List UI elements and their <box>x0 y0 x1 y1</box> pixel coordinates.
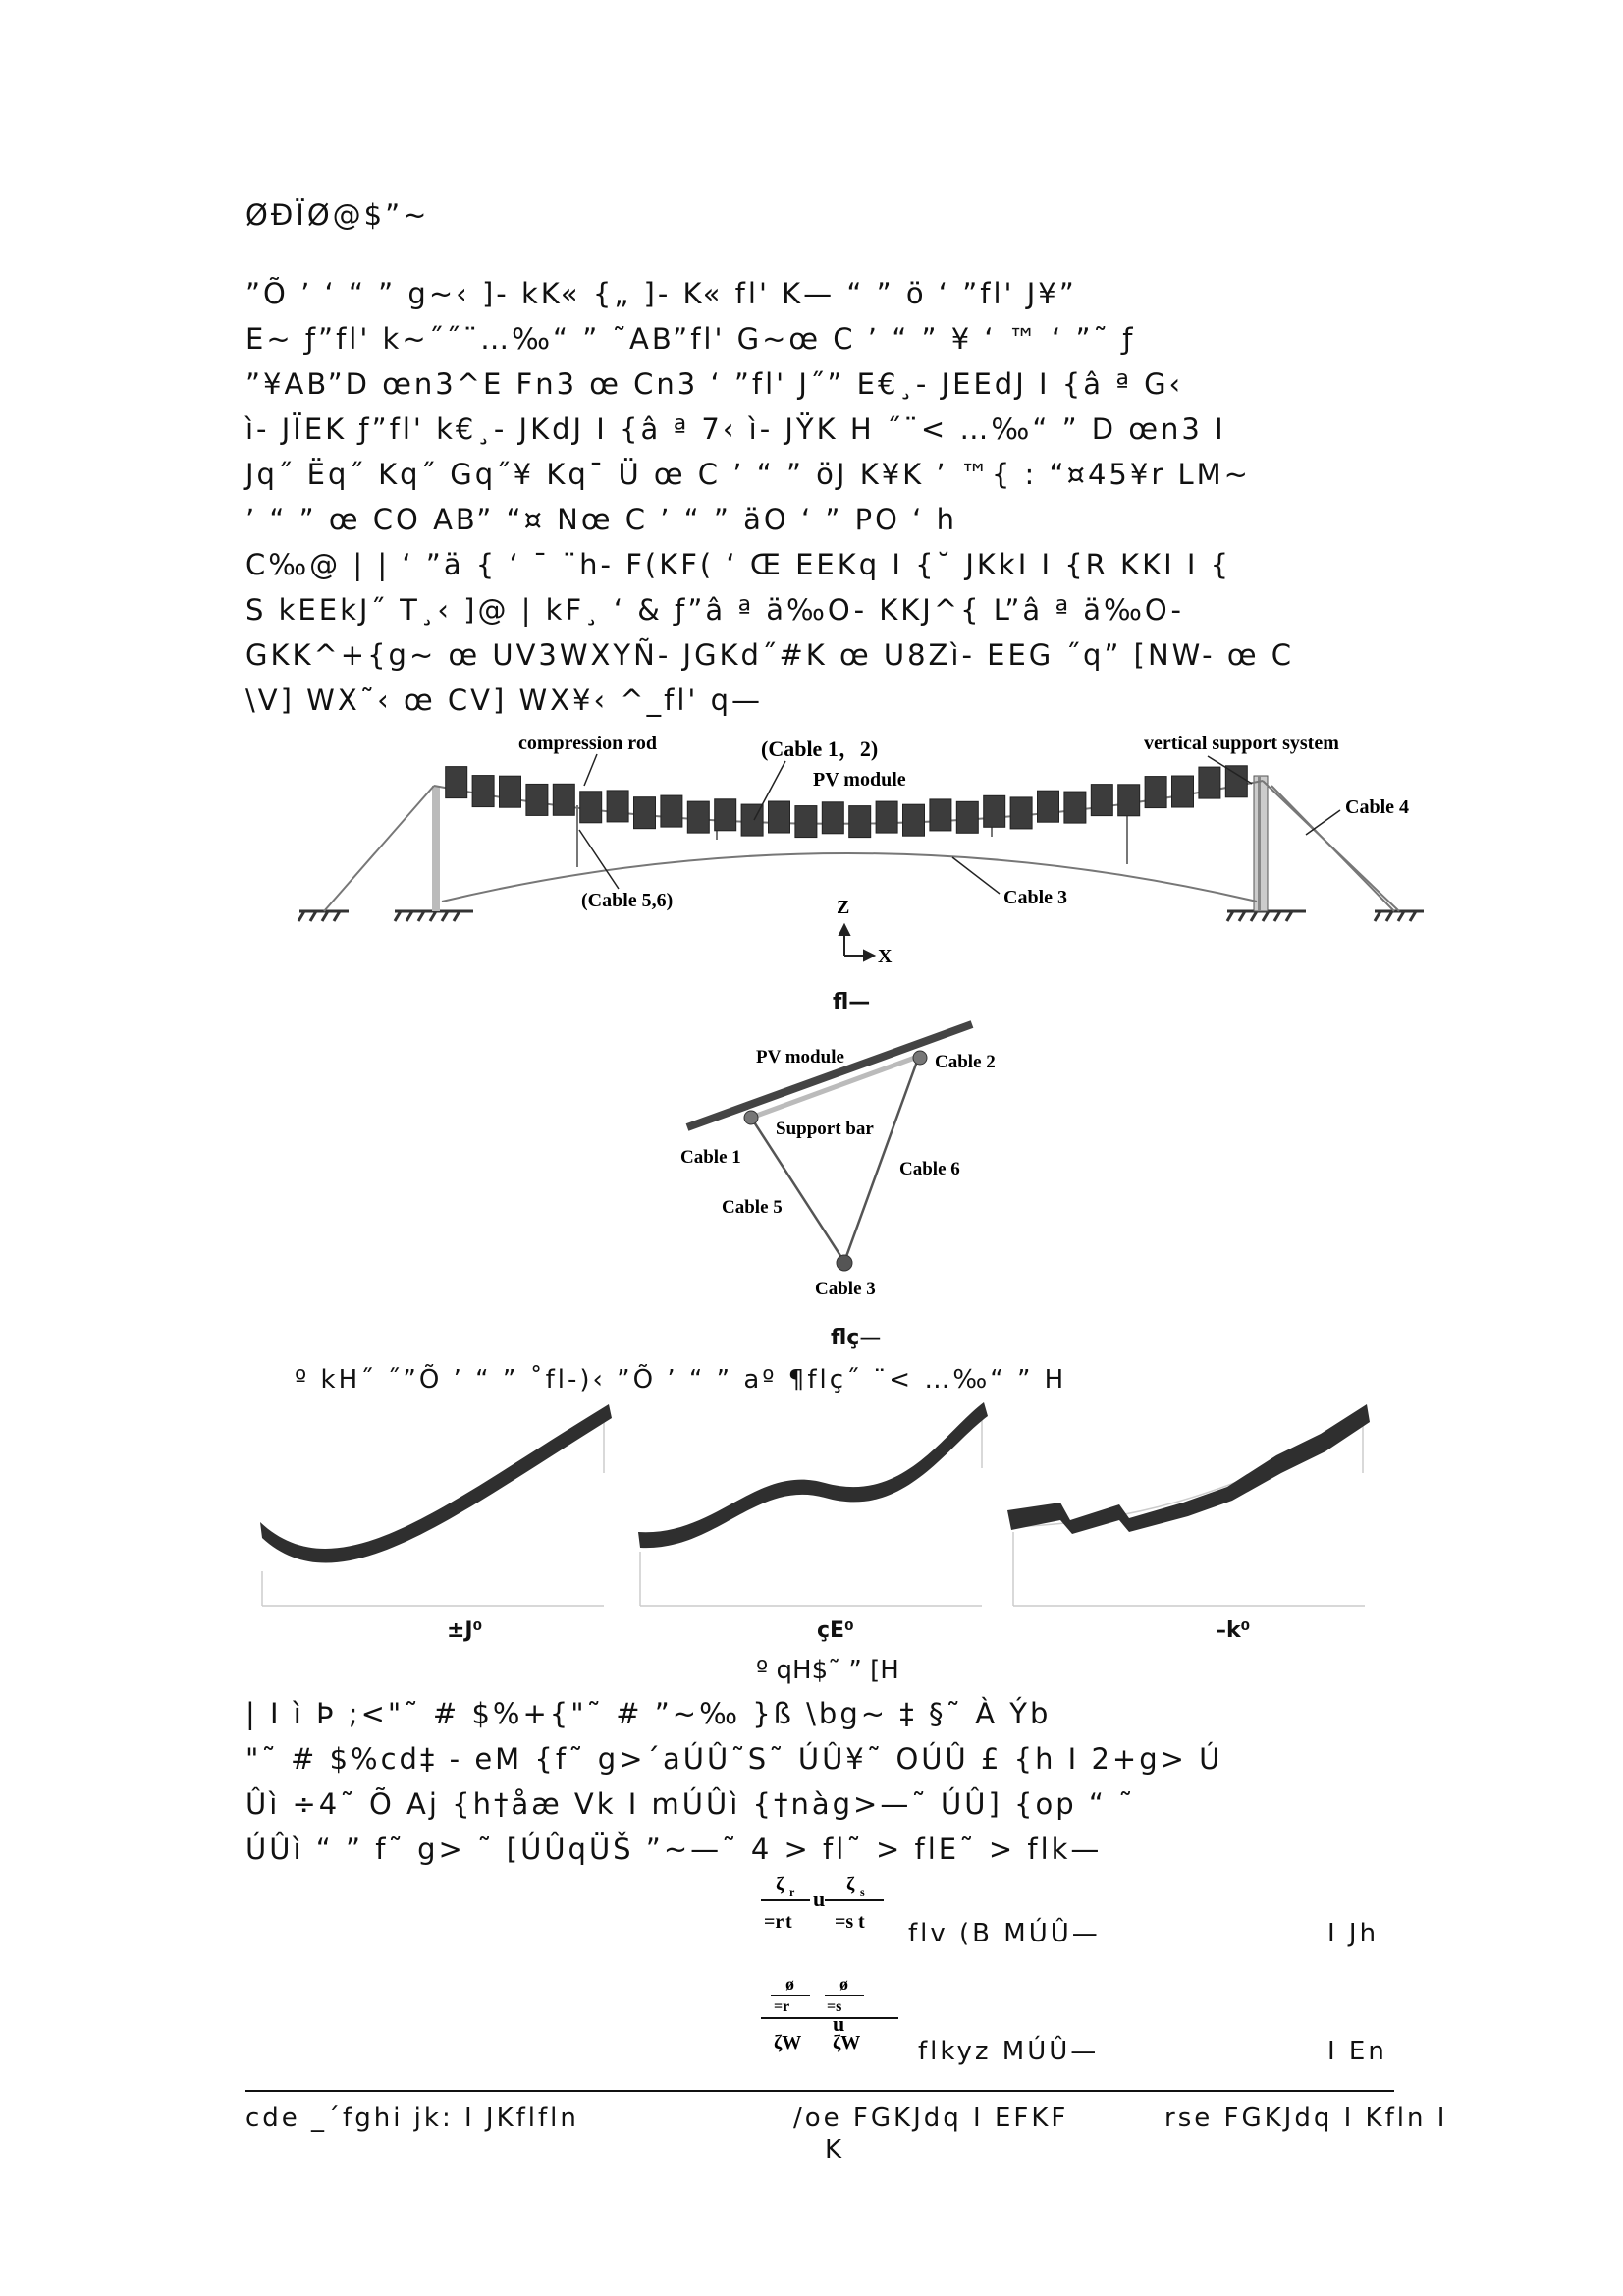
svg-text:ζ: ζ <box>776 1874 784 1895</box>
text-line: ”Õ ’ ‘ “ ” g~‹ ]- kK« {„ ]- K« fl' K— “ ” ö ‘ ”fl' J¥” <box>245 277 1077 310</box>
text-line: E~ ƒ”fl' k~˝˝¨…‰“ ” ˜AB”fl' G~œ C ’ “ ” ¥ ‘ ™ ‘ ”˜ ƒ <box>245 322 1136 355</box>
label-compression-rod: compression rod <box>518 733 657 754</box>
figure-3-mode-shape-a <box>250 1394 614 1611</box>
pv-module-panel <box>849 806 871 838</box>
pv-module-panel <box>876 801 897 833</box>
label-cable-3: Cable 3 <box>815 1279 876 1299</box>
figure-3-caption: º qH$˜ ” [H <box>756 1656 899 1685</box>
equation-2-formula <box>756 1974 903 2062</box>
text-line: Jq˝ Ëq˝ Kq˝ Gq˝¥ Kq¯ Ü œ C ’ “ ” öJ K¥K ’ ™{ : “¤45¥r LM~ <box>245 458 1251 491</box>
svg-text:t: t <box>785 1911 792 1933</box>
pv-module-panel <box>1091 785 1112 816</box>
svg-text:ø: ø <box>785 1974 794 1994</box>
text-line: | I ì Þ ;<"˜ # $%+{"˜ # ”~‰ }ß \bg~ ‡ §˜ À Ýb <box>245 1697 1052 1730</box>
figure-3-mode-shape-b <box>628 1394 992 1611</box>
svg-text:ζ: ζ <box>846 1874 855 1895</box>
pv-module-panel <box>769 801 790 833</box>
paragraph-3 <box>245 1691 1222 1872</box>
footer-rule <box>245 2090 1394 2092</box>
pv-module-panel <box>903 804 925 836</box>
pv-module-panel <box>1145 777 1166 808</box>
text-line: ’ “ ” œ CO AB” “¤ Nœ C ’ “ ” äO ‘ ” PO ‘ h <box>245 503 957 536</box>
axis-x-label: X <box>878 946 893 967</box>
label-cable-4: Cable 4 <box>1345 796 1409 818</box>
label-pv-module: PV module <box>813 769 906 791</box>
axis-z-label: Z <box>837 897 850 918</box>
svg-text:ø: ø <box>839 1974 848 1994</box>
svg-text:=s: =s <box>835 1911 854 1933</box>
figure-3c-subcaption: –k⁰ <box>1216 1618 1251 1643</box>
figure-2-cross-section-diagram <box>668 1011 1001 1306</box>
pv-module-panel <box>472 776 494 807</box>
pv-module-panel <box>930 799 951 831</box>
pv-module-panel <box>795 806 817 838</box>
svg-text:u: u <box>833 2011 845 2036</box>
mode-intro-line: º kH˝ ˝”Õ ’ “ ” ˚fl-)‹ ”Õ ’ “ ” aº ¶flç˝ ¨< …‰“ ” H <box>295 1365 1067 1394</box>
footer-right: rse FGKJdq I Kfln I <box>1164 2104 1448 2133</box>
text-line: "˜ # $%cd‡ - eM {f˜ g>´aÚÛ˜S˜ ÚÛ¥˜ OÚÛ £ {h I 2+g> Ú <box>245 1742 1223 1776</box>
pv-module-panel <box>607 791 628 822</box>
pv-module-panel <box>446 767 467 798</box>
pv-module-panel <box>526 784 548 815</box>
pv-module-panel <box>661 795 682 827</box>
svg-text:ζW: ζW <box>833 2032 861 2053</box>
pv-module-panel <box>984 795 1005 827</box>
svg-text:t: t <box>858 1911 865 1933</box>
pv-module-panel <box>580 792 602 823</box>
svg-text:u: u <box>813 1886 826 1911</box>
footer-middle: /oe FGKJdq I EFKF <box>793 2104 1069 2133</box>
label-cable-1: Cable 1 <box>680 1147 741 1168</box>
pv-module-panel <box>500 776 521 807</box>
pv-module-panel <box>634 797 656 829</box>
pv-module-panel <box>1199 767 1220 798</box>
pv-module-panel <box>1118 785 1140 816</box>
label-pv-module: PV module <box>756 1047 844 1067</box>
label-cable-5: Cable 5 <box>722 1197 783 1218</box>
figure-3-mode-shape-c <box>1001 1394 1375 1611</box>
text-line: S kEEkJ˝ T¸‹ ]@ | kF¸ ‘ & ƒ”â ª ä‰O- KKJ^{ L”â ª ä‰O- <box>245 593 1185 627</box>
pv-module-panel <box>1038 791 1059 822</box>
page-header: ØÐÏØ@$”~ <box>245 198 430 232</box>
figure-1-structure-diagram <box>285 727 1443 982</box>
equation-2-label: flkyz MÚÛ— <box>918 2037 1100 2066</box>
pv-module-panel <box>1064 792 1086 823</box>
text-line: ÚÛì “ ” f˜ g> ˜ [ÚÛqÜŠ ”~—˜ 4 > fl˜ > flE˜ > flk— <box>245 1832 1103 1866</box>
pv-module-panel <box>956 801 978 833</box>
text-line: \V] WX˜‹ œ CV] WX¥‹ ^_fl' q— <box>245 683 763 717</box>
text-line: Ûì ÷4˜ Õ Aj {h†åæ Vk I mÚÛì {†nàg>—˜ ÚÛ] {op “ ˜ <box>245 1787 1136 1821</box>
footer-left: cde _´fghi jk: I JKflfln <box>245 2104 579 2133</box>
label-cable-5-6: (Cable 5,6) <box>581 890 674 911</box>
text-line: ì- JÏEK ƒ”fl' k€¸- JKdJ I {â ª 7‹ ì- JŸK H ˝¨< …‰“ ” D œn3 I <box>245 412 1226 446</box>
label-cable-2: Cable 2 <box>935 1052 996 1072</box>
svg-text:r: r <box>789 1886 795 1899</box>
footer-middle-2: K <box>825 2135 845 2164</box>
figure-3b-subcaption: çE⁰ <box>817 1618 854 1643</box>
svg-text:=r: =r <box>774 1998 790 2015</box>
pv-module-panel <box>687 801 709 833</box>
text-line: C‰@ | | ‘ ”ä { ‘ ¯ ¨h- F(KF( ‘ Œ EEKq I {˘ JKkI I {R KKI I { <box>245 548 1232 581</box>
label-cable-3: Cable 3 <box>1003 887 1067 908</box>
pv-module-panel <box>715 799 736 831</box>
paragraph-1 <box>245 271 1251 497</box>
pv-module-panel <box>553 784 574 815</box>
pv-module-panel <box>1225 766 1247 797</box>
pv-module-panel <box>1172 776 1194 807</box>
pv-module-panel <box>1010 797 1032 829</box>
equation-2-number: I En <box>1327 2037 1387 2066</box>
paragraph-2 <box>245 497 1294 723</box>
equation-1-label: flv (B MÚÛ— <box>908 1919 1101 1948</box>
figure-3a-subcaption: ±J⁰ <box>447 1618 483 1643</box>
pv-module-panel <box>822 802 843 834</box>
text-line: GKK^+{g~ œ UV3WXYÑ- JGKd˝#K œ U8Zì- EEG ˝q” [NW- œ C <box>245 638 1294 672</box>
equation-1-formula <box>756 1871 903 1949</box>
svg-text:=s: =s <box>827 1998 842 2015</box>
label-support-bar: Support bar <box>776 1119 874 1139</box>
svg-text:s: s <box>860 1886 865 1899</box>
figure-1-caption: fl— <box>833 990 871 1014</box>
figure-2-caption: flç— <box>831 1326 882 1350</box>
label-cable-6: Cable 6 <box>899 1159 960 1179</box>
svg-text:ζW: ζW <box>774 2032 802 2053</box>
svg-text:=r: =r <box>764 1911 784 1933</box>
equation-1-number: I Jh <box>1327 1919 1380 1948</box>
text-line: ”¥AB”D œn3^E Fn3 œ Cn3 ‘ ”fl' J˝” E€¸- JEEdJ I {â ª G‹ <box>245 367 1184 401</box>
label-cable-1-2: (Cable 1，2) <box>761 737 879 761</box>
label-vertical-support-system: vertical support system <box>1144 733 1339 754</box>
